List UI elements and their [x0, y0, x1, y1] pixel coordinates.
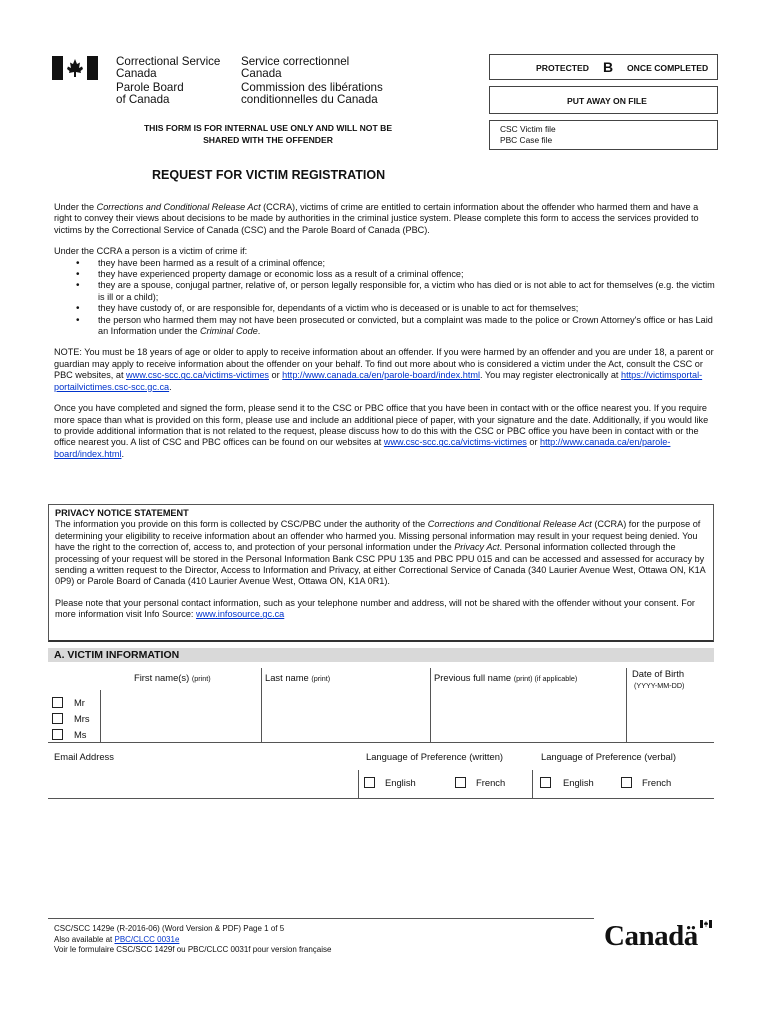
- pbc-case-file-label: PBC Case file: [500, 134, 553, 145]
- age-note-b: . You may register electronically at: [480, 370, 621, 381]
- privacy-contact-paragraph: [55, 598, 707, 621]
- age-note-c: .: [169, 381, 172, 392]
- or-text: or: [268, 370, 283, 381]
- intro-text: [54, 202, 718, 460]
- language-verbal-label: Language of Preference (verbal): [541, 751, 676, 762]
- criteria-item: • they are a spouse, conjugal partner, relative of, or person legally responsible for, a victim who has died or is not able to act for themselves (e.g. the victim is ill or a child);: [54, 280, 718, 303]
- dob-label: Date of Birth: [632, 668, 685, 679]
- email-input[interactable]: [54, 764, 354, 798]
- first-name-input[interactable]: [134, 690, 260, 740]
- privacy-notice-box: [48, 504, 714, 642]
- age-note-a: NOTE: You must be 18 years of age or older to apply to receive information about an offender. If you were harmed by an offender and you are under 18, a parent or guardian may apply to receive information about the offender on your behalf. To find out more about who is considered a victim under the Act, consult the CSC or PBC websites, at: [54, 347, 714, 381]
- dept-csc-fr-line2: Canada: [241, 67, 282, 80]
- dept-csc-fr: [241, 56, 349, 80]
- privacy-act: Privacy Act: [454, 542, 500, 553]
- also-available-text: Also available at: [54, 934, 115, 944]
- submission-b: .: [121, 448, 125, 459]
- title-mr-label: Mr: [74, 696, 85, 708]
- pbc-link-2[interactable]: http://www.canada.ca/en/parole-board/index.html: [54, 437, 671, 459]
- title-mrs-option[interactable]: [52, 710, 100, 726]
- dept-pbc-fr-line1: Commission des libérations: [241, 81, 383, 94]
- first-name-note: (print): [191, 674, 211, 683]
- field-divider: [626, 668, 627, 742]
- intro-p1-b: (CCRA), victims of crime are entitled to certain information about the offender who harmed them and have a right to convey their views about decisions to be made by authorities in the criminal justice system. Please complete this form to access the services provided to victims by the Correctional Service of Canada (CSC) and the Parole Board of Canada (PBC).: [54, 202, 699, 235]
- previous-name-input[interactable]: [432, 690, 625, 740]
- pbc-link[interactable]: http://www.canada.ca/en/parole-board/index.html: [282, 370, 480, 381]
- field-divider: [261, 668, 262, 742]
- victim-criteria-list: [54, 258, 718, 338]
- criteria-item: • they have experienced property damage or economic loss as a result of a criminal offence;: [54, 269, 718, 280]
- written-english-checkbox[interactable]: [364, 777, 375, 788]
- privacy-p2-a: Please note that your personal contact information, such as your telephone number and address, will not be shared with the offender without your consent. For more information visit Info Source:: [55, 597, 695, 620]
- language-written-label: Language of Preference (written): [366, 751, 504, 762]
- french-version-note: Voir le formulaire CSC/SCC 1429f ou PBC/CLCC 0031f pour version française: [54, 945, 332, 954]
- last-name-text: Last name: [265, 672, 309, 683]
- form-number: CSC/SCC 1429e (R-2016-06) (Word Version & PDF) Page 1 of 5: [54, 924, 285, 933]
- victims-portal-link[interactable]: https://victimsportal-portailvictimes.csc-scc.gc.ca: [54, 370, 703, 392]
- verbal-english-label: English: [563, 777, 594, 788]
- last-name-note: (print): [311, 674, 331, 683]
- verbal-french-label: French: [642, 777, 672, 788]
- written-french-label: French: [476, 777, 506, 788]
- infosource-link[interactable]: www.infosource.gc.ca: [196, 609, 285, 620]
- wordmark-flag-icon: [700, 920, 712, 928]
- protected-level: B: [603, 59, 614, 75]
- first-name-label: [134, 672, 211, 683]
- internal-use-line2: SHARED WITH THE OFFENDER: [203, 135, 333, 145]
- previous-name-note: (print) (if applicable): [513, 674, 578, 683]
- dept-csc-fr-line1: Service correctionnel: [241, 55, 350, 68]
- intro-p1-a: Under the: [54, 202, 97, 212]
- title-mr-option[interactable]: [52, 694, 100, 710]
- once-completed-label: ONCE COMPLETED: [627, 63, 709, 73]
- put-away-label: PUT AWAY ON FILE: [567, 96, 647, 106]
- field-divider: [358, 770, 359, 798]
- dob-format: (YYYY-MM-DD): [634, 681, 685, 690]
- title-mr-checkbox[interactable]: [52, 697, 63, 708]
- put-away-box: [489, 86, 718, 114]
- verbal-english-option[interactable]: [540, 777, 594, 788]
- dept-pbc-fr: [241, 82, 383, 106]
- criminal-code: Criminal Code: [199, 326, 258, 337]
- previous-name-text: Previous full name: [434, 672, 512, 683]
- written-french-checkbox[interactable]: [455, 777, 466, 788]
- privacy-p1-c: . Personal information collected through the processing of your request will be stored in the Personal Information Bank CSC PPU 135 and PBC PPU 015 and can be accessed and assessed for accuracy by sending a written request to the Director, Access to Information and Privacy, at either Correctional Service of Canada (340 Laurier Avenue West, Ottawa ON, K1A 0P9) or Parole Board of Canada (410 Laurier Avenue West, Ottawa ON, K1A 0R1).: [55, 542, 706, 587]
- dept-csc-en-line2: Canada: [116, 67, 157, 80]
- written-english-label: English: [385, 777, 416, 788]
- title-ms-option[interactable]: [52, 726, 100, 742]
- section-a-heading: A. VICTIM INFORMATION: [48, 648, 714, 662]
- footer-divider: [48, 918, 594, 919]
- footer-info: [54, 924, 331, 956]
- file-box: [489, 120, 718, 150]
- csc-victims-link[interactable]: www.csc-scc.gc.ca/victims-victimes: [126, 370, 269, 381]
- dept-pbc-fr-line2: conditionnelles du Canada: [241, 93, 378, 106]
- intro-act-name: Corrections and Conditional Release Act: [96, 202, 261, 212]
- privacy-heading: PRIVACY NOTICE STATEMENT: [55, 508, 189, 518]
- title-mrs-checkbox[interactable]: [52, 713, 63, 724]
- title-options: [52, 694, 100, 742]
- submission-paragraph: [54, 403, 718, 460]
- verbal-french-option[interactable]: [621, 777, 671, 788]
- csc-victim-file-label: CSC Victim file: [500, 124, 556, 134]
- row-divider: [48, 742, 714, 743]
- also-available: [54, 935, 331, 946]
- written-french-option[interactable]: [455, 777, 505, 788]
- title-ms-label: Ms: [74, 728, 87, 740]
- dept-pbc-en-line2: of Canada: [116, 93, 170, 106]
- criteria-item: • they have been harmed as a result of a criminal offence;: [54, 258, 718, 269]
- last-name-input[interactable]: [263, 690, 429, 740]
- email-label: Email Address: [54, 751, 114, 762]
- criteria-item: [54, 315, 718, 338]
- dept-csc-en: [116, 56, 220, 80]
- field-divider: [532, 770, 533, 798]
- canada-flag-icon: [52, 56, 98, 80]
- pbc-form-link[interactable]: PBC/CLCC 0031e: [114, 934, 180, 944]
- last-name-label: [265, 672, 330, 683]
- verbal-english-checkbox[interactable]: [540, 777, 551, 788]
- first-name-text: First name(s): [134, 672, 190, 683]
- written-english-option[interactable]: [364, 777, 416, 788]
- privacy-p1-b: (CCRA) for the purpose of determining your eligibility to receive information about an offender who harmed you. Missing personal information may result in your request being denied. You have the right to the correction of, access to, and protection of your personal information under the: [55, 519, 701, 553]
- form-title: REQUEST FOR VICTIM REGISTRATION: [152, 168, 386, 182]
- field-divider: [430, 668, 431, 742]
- criteria-5-a: the person who harmed them may not have been prosecuted or convicted, but a complaint was made to the police or Crown Attorney's office or has Laid an Information under the: [98, 314, 713, 337]
- age-note: [54, 347, 718, 393]
- dept-pbc-en: [116, 82, 184, 106]
- criteria-5-b: .: [257, 326, 261, 337]
- privacy-paragraph: [55, 519, 707, 587]
- title-ms-checkbox[interactable]: [52, 729, 63, 740]
- victim-definition-lead: Under the CCRA a person is a victim of crime if:: [54, 246, 248, 257]
- title-mrs-label: Mrs: [74, 712, 90, 724]
- dept-pbc-en-line1: Parole Board: [116, 81, 184, 94]
- criteria-item: • they have custody of, or are responsible for, dependants of a victim who is deceased or is unable to act for themselves;: [54, 303, 718, 314]
- field-divider: [100, 690, 101, 742]
- verbal-french-checkbox[interactable]: [621, 777, 632, 788]
- internal-use-line1: THIS FORM IS FOR INTERNAL USE ONLY AND WILL NOT BE: [143, 123, 393, 133]
- csc-victims-link-2[interactable]: www.csc-scc.gc.ca/victims-victimes: [383, 437, 527, 448]
- intro-paragraph: [54, 202, 718, 236]
- canada-wordmark: Canadä: [604, 920, 698, 952]
- or-text-2: or: [526, 437, 541, 448]
- privacy-act-name: Corrections and Conditional Release Act: [427, 519, 592, 530]
- protected-box: [489, 54, 718, 80]
- row-divider: [48, 798, 714, 799]
- protected-label: PROTECTED: [536, 63, 589, 73]
- internal-use-notice: [108, 122, 428, 146]
- submission-a: Once you have completed and signed the form, please send it to the CSC or PBC office that you have been in contact with or the office nearest you. If you require more space than what is provided on this form, please use and include an additional piece of paper, with your signature and the date. Additionally, if you would like to provide additional information that is not related to the request, please discuss how to do this with the CSC or PBC office you have been in contact with or the office nearest you. A list of CSC and PBC offices can be found on our websites at: [54, 403, 709, 448]
- previous-name-label: [434, 672, 577, 683]
- privacy-p1-a: The information you provide on this form is collected by CSC/PBC under the authority of the: [55, 519, 428, 530]
- dept-csc-en-line1: Correctional Service: [116, 55, 221, 68]
- dob-input[interactable]: [628, 690, 714, 740]
